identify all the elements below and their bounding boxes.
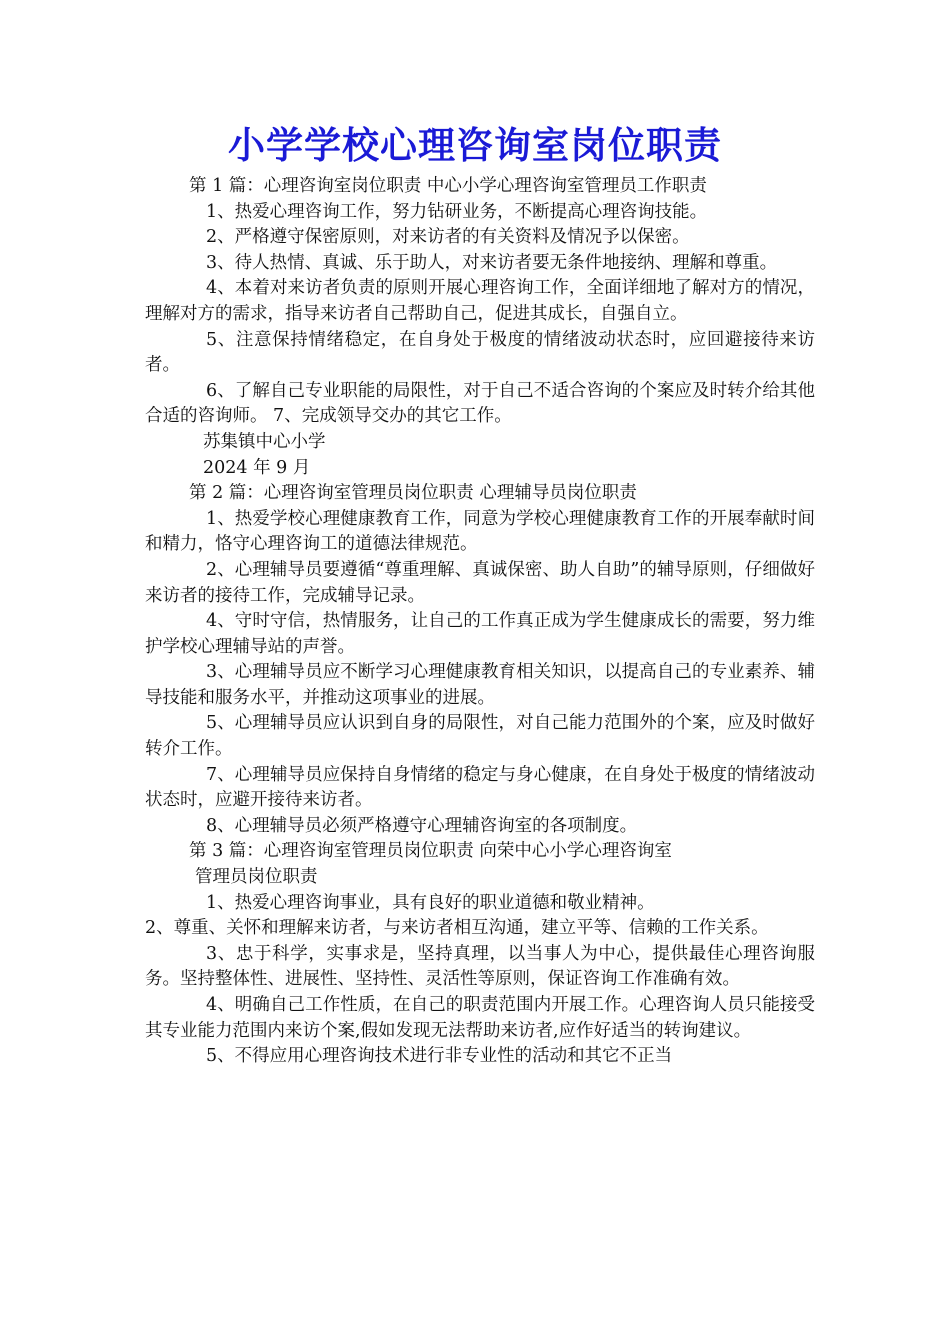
section-1-item: 6、了解自己专业职能的局限性，对于自己不适合咨询的个案应及时转介给其他合适的咨询师。 7、完成领导交办的其它工作。 <box>145 380 815 427</box>
section-1-item: 5、注意保持情绪稳定，在自身处于极度的情绪波动状态时，应回避接待来访者。 <box>145 329 815 376</box>
section-2-item: 4、守时守信，热情服务，让自己的工作真正成为学生健康成长的需要，努力维护学校心理辅导站的声誉。 <box>145 611 815 657</box>
section-3-item: 5、不得应用心理咨询技术进行非专业性的活动和其它不正当 <box>206 1046 673 1067</box>
section-3-item: 1、热爱心理咨询事业，具有良好的职业道德和敬业精神。 <box>206 892 655 913</box>
document-body <box>145 174 815 1070</box>
section-3-item: 4、明确自己工作性质，在自己的职责范围内开展工作。心理咨询人员只能接受其专业能力范围内来访个案,假如发现无法帮助来访者,应作好适当的转询建议。 <box>145 995 815 1041</box>
signature-date: 2024 年 9 月 <box>203 457 311 478</box>
section-3-heading-continued: 管理员岗位职责 <box>195 867 318 888</box>
section-2-item: 1、热爱学校心理健康教育工作，同意为学校心理健康教育工作的开展奉献时间和精力，恪守心理咨询工的道德法律规范。 <box>145 508 815 555</box>
section-1-heading: 第 1 篇：心理咨询室岗位职责 中心小学心理咨询室管理员工作职责 <box>189 176 707 196</box>
section-2-heading: 第 2 篇：心理咨询室管理员岗位职责 心理辅导员岗位职责 <box>189 483 637 504</box>
section-1-item: 1、热爱心理咨询工作，努力钻研业务，不断提高心理咨询技能。 <box>206 201 708 222</box>
section-2-item: 7、心理辅导员应保持自身情绪的稳定与身心健康，在自身处于极度的情绪波动状态时，应避开接待来访者。 <box>145 764 815 811</box>
section-2-item: 3、心理辅导员应不断学习心理健康教育相关知识，以提高自己的专业素养、辅导技能和服务水平，并推动这项事业的进展。 <box>145 662 815 708</box>
section-2-item: 8、心理辅导员必须严格遵守心理辅咨询室的各项制度。 <box>206 815 638 836</box>
section-3-item: 2、尊重、关怀和理解来访者，与来访者相互沟通，建立平等、信赖的工作关系。 <box>145 918 769 939</box>
section-2-item: 5、心理辅导员应认识到自身的局限性，对自己能力范围外的个案，应及时做好转介工作。 <box>145 713 815 760</box>
section-1-item: 2、严格遵守保密原则，对来访者的有关资料及情况予以保密。 <box>206 227 690 248</box>
signature-organization: 苏集镇中心小学 <box>203 431 326 452</box>
section-3-item: 3、忠于科学，实事求是，坚持真理，以当事人为中心，提供最佳心理咨询服务。坚持整体性、进展性、坚持性、灵活性等原则，保证咨询工作准确有效。 <box>145 943 815 990</box>
section-2-item: 2、心理辅导员要遵循“尊重理解、真诚保密、助人自助”的辅导原则，仔细做好来访者的接待工作，完成辅导记录。 <box>145 559 815 606</box>
section-1-item: 4、本着对来访者负责的原则开展心理咨询工作，全面详细地了解对方的情况，理解对方的需求，指导来访者自己帮助自己，促进其成长，自强自立。 <box>145 278 815 324</box>
page-title: 小学学校心理咨询室岗位职责 <box>228 124 722 167</box>
section-3-heading: 第 3 篇：心理咨询室管理员岗位职责 向荣中心小学心理咨询室 <box>189 841 672 862</box>
section-1-item: 3、待人热情、真诚、乐于助人，对来访者要无条件地接纳、理解和尊重。 <box>206 252 778 273</box>
